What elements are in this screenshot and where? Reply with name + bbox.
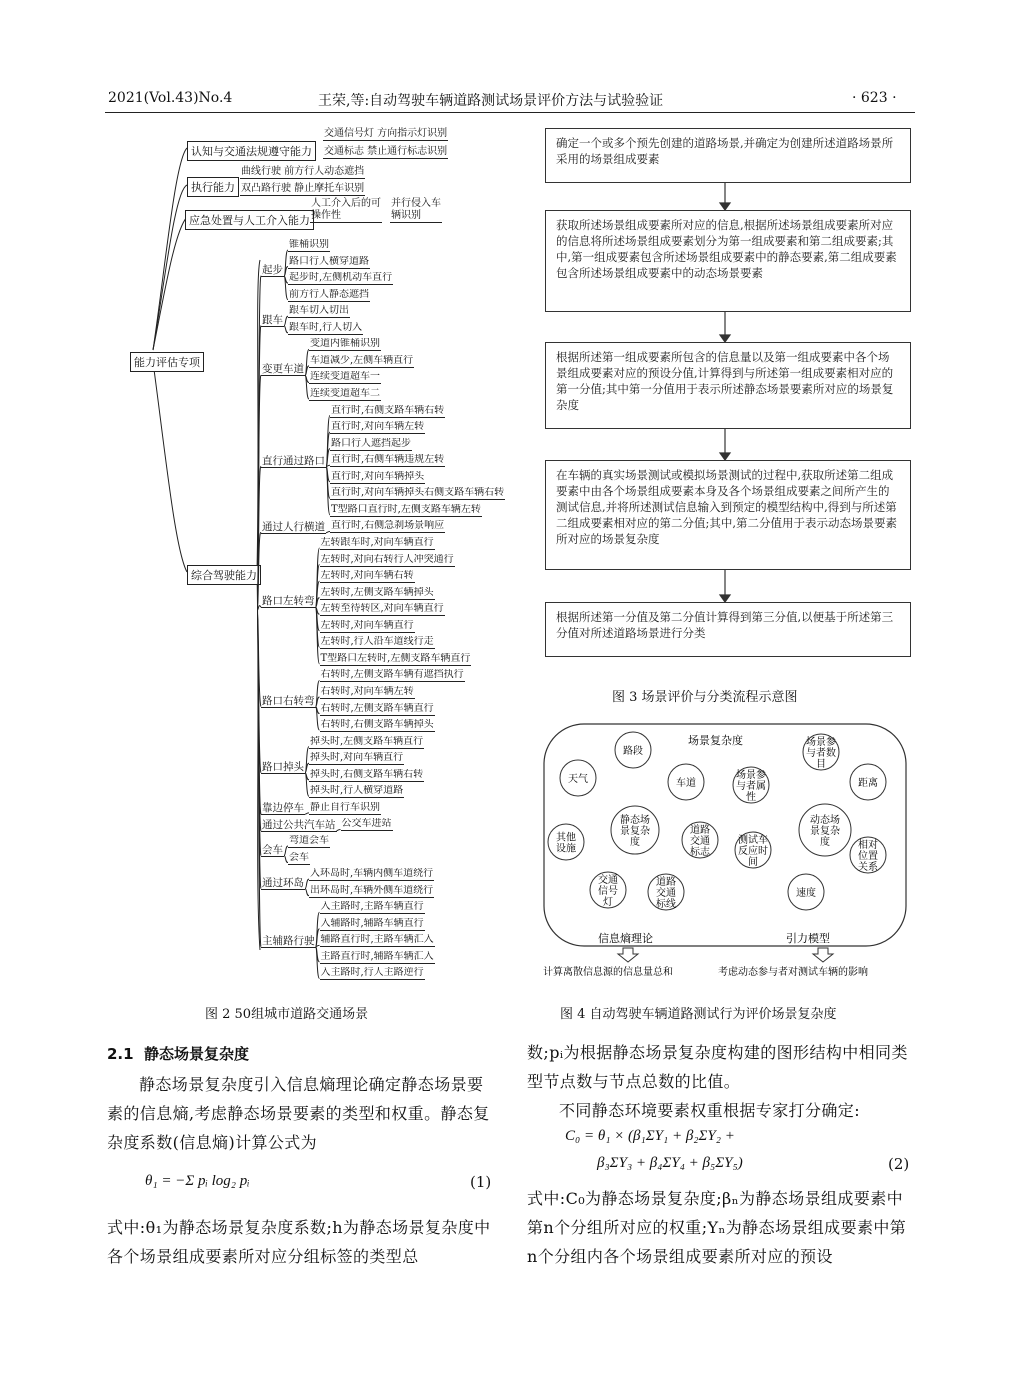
scenario-item: 连续变道超车一 xyxy=(310,371,380,383)
emergency-item: 人工介入后的可操作性 xyxy=(311,198,381,221)
flow-step-3: 根据所述第一组成要素所包含的信息量以及第一组成要素中各个场景组成要素对应的预设分值,计算得到与所述第一组成要素相对应的第一分值;其中第一分值用于表示所述静态场景要素所对应的场景复杂度 xyxy=(545,342,911,429)
scenario-item: 左转时,左侧支路车辆掉头 xyxy=(320,586,434,598)
scenario-item: 路口行人横穿道路 xyxy=(289,255,369,267)
scenario-item: 公交车进站 xyxy=(341,818,392,830)
svg-text:路段: 路段 xyxy=(623,746,643,757)
scenario-item: 主路直行时,辅路车辆汇入 xyxy=(320,950,434,962)
svg-text:其他: 其他 xyxy=(556,832,576,844)
svg-text:交通: 交通 xyxy=(598,875,618,886)
dynamic-factor-node xyxy=(735,832,771,868)
scenario-item: 左转跟车时,对向车辆直行 xyxy=(320,537,434,548)
scenario-item: 弯道会车 xyxy=(289,835,329,846)
flow-step-1: 确定一个或多个预先创建的道路场景,并确定为创建所述道路场景所采用的场景组成要素 xyxy=(545,128,911,183)
category-cognition: 认知与交通法规遵守能力 xyxy=(187,141,316,161)
scenario-item: T型路口左转时,左侧支路车辆直行 xyxy=(320,652,471,664)
svg-text:位置: 位置 xyxy=(858,851,878,862)
journal-issue: 2021(Vol.43)No.4 xyxy=(108,90,233,106)
svg-text:天气: 天气 xyxy=(568,774,588,785)
gravity-model-label: 引力模型 xyxy=(786,932,830,945)
paragraph-5: 式中:C₀为静态场景复杂度;βₙ为静态场景组成要素中第n个分组所对应的权重;Yₙ为静态场景组成要素中第n个分组内各个场景组成要素所对应的预设 xyxy=(527,1189,907,1266)
svg-text:场景参: 场景参 xyxy=(806,737,836,748)
group-label: 通过环岛 xyxy=(262,876,304,889)
flow-arrows xyxy=(715,183,735,603)
scenario-item: 掉头时,左侧支路车辆直行 xyxy=(310,735,424,747)
svg-text:交通: 交通 xyxy=(656,888,676,899)
svg-text:车道: 车道 xyxy=(676,778,696,789)
svg-text:标志: 标志 xyxy=(690,847,710,858)
header-rule xyxy=(105,112,915,113)
svg-text:信号: 信号 xyxy=(598,886,618,897)
svg-text:景复杂: 景复杂 xyxy=(620,826,650,837)
dynamic-factor-node xyxy=(850,764,886,800)
emergency-item: 并行侵入车辆识别 xyxy=(391,198,441,221)
section-number: 2.1 xyxy=(107,1045,134,1063)
equation-1-number: (1) xyxy=(470,1173,492,1191)
group-label: 通过公共汽车站 xyxy=(262,818,336,831)
category-emergency: 应急处置与人工介入能力 xyxy=(185,210,314,230)
svg-text:静态场: 静态场 xyxy=(620,815,650,826)
svg-text:场景参: 场景参 xyxy=(736,770,766,781)
scenario-item: 车道减少,左侧车辆直行 xyxy=(310,354,414,366)
scenario-item: 掉头时,对向车辆直行 xyxy=(310,752,404,764)
bottom-right-note: 考虑动态参与者对测试车辆的影响 xyxy=(718,967,868,978)
paragraph-4: 不同静态环境要素权重根据专家打分确定: xyxy=(559,1101,860,1120)
scenario-groups xyxy=(257,238,515,983)
scenario-item: 入主路时,行人主路逆行 xyxy=(320,967,424,979)
svg-text:性: 性 xyxy=(746,792,756,803)
flow-step-2: 获取所述场景组成要素所对应的信息,根据所述场景组成要素所对应的信息将所述场景组成要素划分为第一组成要素和第二组成要素;其中,第一组成要素包含所述场景组成要素中的静态要素,第二组成要素包含所述场景组成要素中的动态场景要素 xyxy=(545,210,911,312)
down-arrow-right xyxy=(813,948,833,962)
scenario-item: 辅路直行时,主路车辆汇入 xyxy=(320,934,434,946)
scenario-item: 直行时,对向车辆左转 xyxy=(331,421,425,433)
figure-3-caption: 图 3 场景评价与分类流程示意图 xyxy=(612,690,798,705)
scenario-item: 前方行人静态遮挡 xyxy=(289,288,369,300)
scenario-item: 左转时,行人沿车道线行走 xyxy=(320,636,434,648)
dynamic-factor-node xyxy=(850,837,886,873)
paragraph-3: 数;pᵢ为根据静态场景复杂度构建的图形结构中相同类型节点数与节点总数的比值。 xyxy=(527,1043,908,1091)
dynamic-factor-node xyxy=(733,767,769,803)
group-branch xyxy=(257,466,261,610)
group-label: 会车 xyxy=(262,843,283,856)
svg-text:距离: 距离 xyxy=(858,778,878,789)
svg-text:景复杂: 景复杂 xyxy=(810,826,840,837)
info-entropy-label: 信息熵理论 xyxy=(598,932,653,945)
figure-2-mindmap xyxy=(105,120,515,1000)
scenario-item: 直行时,对向车辆掉头 xyxy=(331,470,425,482)
svg-text:动态场: 动态场 xyxy=(810,815,840,826)
root-node: 能力评估专项 xyxy=(130,352,204,372)
group-label: 路口右转弯 xyxy=(262,694,315,707)
scenario-item: 直行时,右侧支路车辆右转 xyxy=(331,404,445,416)
scenario-item: 左转至待转区,对向车辆直行 xyxy=(320,603,444,615)
group-label: 路口左转弯 xyxy=(262,595,315,608)
group-label: 靠边停车 xyxy=(262,802,304,815)
scenario-item: 右转时,左侧支路车辆有遮挡执行 xyxy=(320,669,464,681)
svg-text:设施: 设施 xyxy=(556,843,576,855)
figure-2-caption: 图 2 50组城市道路交通场景 xyxy=(205,1007,369,1022)
equation-1: θ₁ = −Σ pᵢ log₂ pᵢ xyxy=(145,1173,250,1189)
svg-text:测试车: 测试车 xyxy=(738,835,768,846)
scenario-item: 入主路时,主路车辆直行 xyxy=(320,901,424,913)
scenario-item: 静止自行车识别 xyxy=(310,801,380,813)
scenario-item: 右转时,对向车辆左转 xyxy=(320,686,414,697)
scenario-item: 路口行人遮挡起步 xyxy=(331,437,411,449)
scenario-item: 右转时,左侧支路车辆直行 xyxy=(320,702,434,714)
equation-2-line-2: β₃ΣY₃ + β₄ΣY₄ + β₅ΣY₅) xyxy=(597,1155,743,1171)
scenario-item: 直行时,对向车辆掉头右侧支路车辆右转 xyxy=(331,487,505,499)
scenario-item: 直行时,右侧急刹场景响应 xyxy=(331,520,445,532)
group-label: 主辅路行驶 xyxy=(262,934,315,947)
svg-text:反应时: 反应时 xyxy=(738,846,768,857)
scenario-item: 入环岛时,车辆内侧车道绕行 xyxy=(310,868,434,880)
cognition-item: 交通标志 禁止通行标志识别 xyxy=(324,146,448,157)
execution-item: 双凸路行驶 静止摩托车识别 xyxy=(241,183,365,194)
scenario-item: 连续变道超车二 xyxy=(310,388,380,399)
scenario-item: 跟车切入切出 xyxy=(289,305,349,317)
scenario-item: 掉头时,行人横穿道路 xyxy=(310,785,404,797)
static-factor-node xyxy=(548,824,584,860)
svg-text:目: 目 xyxy=(816,759,826,770)
svg-text:度: 度 xyxy=(820,837,830,848)
static-factor-node xyxy=(682,822,718,858)
bottom-left-note: 计算离散信息源的信息量总和 xyxy=(543,967,673,978)
svg-text:道路: 道路 xyxy=(656,877,676,888)
scenario-item: 起步时,左侧机动车直行 xyxy=(289,272,393,284)
diagram-title: 场景复杂度 xyxy=(688,734,743,747)
scenario-item: 直行时,右侧车辆违规左转 xyxy=(331,454,445,466)
svg-text:交通: 交通 xyxy=(690,836,710,847)
svg-text:相对: 相对 xyxy=(858,840,878,851)
cognition-item: 交通信号灯 方向指示灯识别 xyxy=(324,128,448,139)
scenario-item: T型路口直行时,左侧支路车辆左转 xyxy=(331,503,481,515)
category-execution: 执行能力 xyxy=(187,177,239,197)
static-factor-node xyxy=(590,872,626,908)
figure-4-caption: 图 4 自动驾驶车辆道路测试行为评价场景复杂度 xyxy=(560,1007,837,1022)
dynamic-factor-node xyxy=(803,734,839,770)
outer-frame xyxy=(544,724,906,946)
section-heading xyxy=(107,1043,249,1064)
svg-text:与者数: 与者数 xyxy=(806,748,836,759)
scenario-item: 变道内锥桶识别 xyxy=(310,338,380,350)
svg-text:标线: 标线 xyxy=(656,899,676,910)
figure-4-diagram xyxy=(538,720,913,980)
equation-2-number: (2) xyxy=(888,1155,910,1173)
flow-step-5: 根据所述第一分值及第二分值计算得到第三分值,以便基于所述第三分值对所述道路场景进行分类 xyxy=(545,602,911,657)
group-label: 路口掉头 xyxy=(262,760,304,773)
group-label: 起步 xyxy=(262,264,283,277)
section-title: 静态场景复杂度 xyxy=(144,1045,250,1063)
svg-text:道路: 道路 xyxy=(690,825,710,836)
scenario-item: 入辅路时,辅路车辆直行 xyxy=(320,917,424,929)
scenario-item: 左转时,对向车辆直行 xyxy=(320,619,414,631)
static-factor-node xyxy=(560,760,596,796)
svg-text:灯: 灯 xyxy=(603,897,613,908)
static-factor-node xyxy=(615,732,651,768)
scenario-item: 左转时,对向右转行人冲突通行 xyxy=(320,553,454,565)
page-number: · 623 · xyxy=(852,90,897,106)
group-label: 直行通过路口 xyxy=(262,454,325,467)
scenario-item: 掉头时,右侧支路车辆右转 xyxy=(310,768,424,780)
category-comprehensive: 综合驾驶能力 xyxy=(187,565,261,585)
group-label: 跟车 xyxy=(262,313,283,326)
paragraph-1: 静态场景复杂度引入信息熵理论确定静态场景要素的信息熵,考虑静态场景要素的类型和权重。静态复杂度系数(信息熵)计算公式为 xyxy=(107,1075,490,1152)
svg-text:度: 度 xyxy=(630,837,640,848)
group-label: 变更车道 xyxy=(262,363,304,376)
scenario-item: 锥桶识别 xyxy=(289,239,329,250)
scenario-item: 出环岛时,车辆外侧车道绕行 xyxy=(310,884,434,896)
dynamic-center-node xyxy=(799,804,851,856)
svg-text:与者属: 与者属 xyxy=(736,781,766,792)
static-center-node xyxy=(611,806,659,854)
flow-step-4: 在车辆的真实场景测试或模拟场景测试的过程中,获取所述第二组成要素中由各个场景组成要素本身及各个场景组成要素之间所产生的测试信息,并将所述测试信息输入到预定的模型结构中,得到与所述第二组成要素相对应的第二分值;其中,第二分值用于表示动态场景要素所对应的场景复杂度 xyxy=(545,460,911,570)
down-arrow-left xyxy=(618,948,638,962)
dynamic-factor-node xyxy=(788,874,824,910)
running-title: 王荣,等:自动驾驶车辆道路测试场景评价方法与试验验证 xyxy=(318,93,664,109)
group-label: 通过人行横道 xyxy=(262,520,325,533)
scenario-item: 会车 xyxy=(289,851,309,863)
equation-2-line-1: C₀ = θ₁ × (β₁ΣY₁ + β₂ΣY₂ + xyxy=(565,1128,735,1144)
svg-text:速度: 速度 xyxy=(796,888,816,899)
scenario-item: 左转时,对向车辆右转 xyxy=(320,570,414,582)
scenario-item: 右转时,右侧支路车辆掉头 xyxy=(320,719,434,731)
static-factor-node xyxy=(668,764,704,800)
static-factor-node xyxy=(648,874,684,910)
svg-text:关系: 关系 xyxy=(858,862,878,873)
paragraph-2: 式中:θ₁为静态场景复杂度系数;h为静态场景复杂度中各个场景组成要素所对应分组标签的类型总 xyxy=(107,1218,491,1266)
execution-item: 曲线行驶 前方行人动态遮挡 xyxy=(241,166,365,177)
svg-text:间: 间 xyxy=(748,857,758,868)
scenario-item: 跟车时,行人切入 xyxy=(289,321,363,333)
